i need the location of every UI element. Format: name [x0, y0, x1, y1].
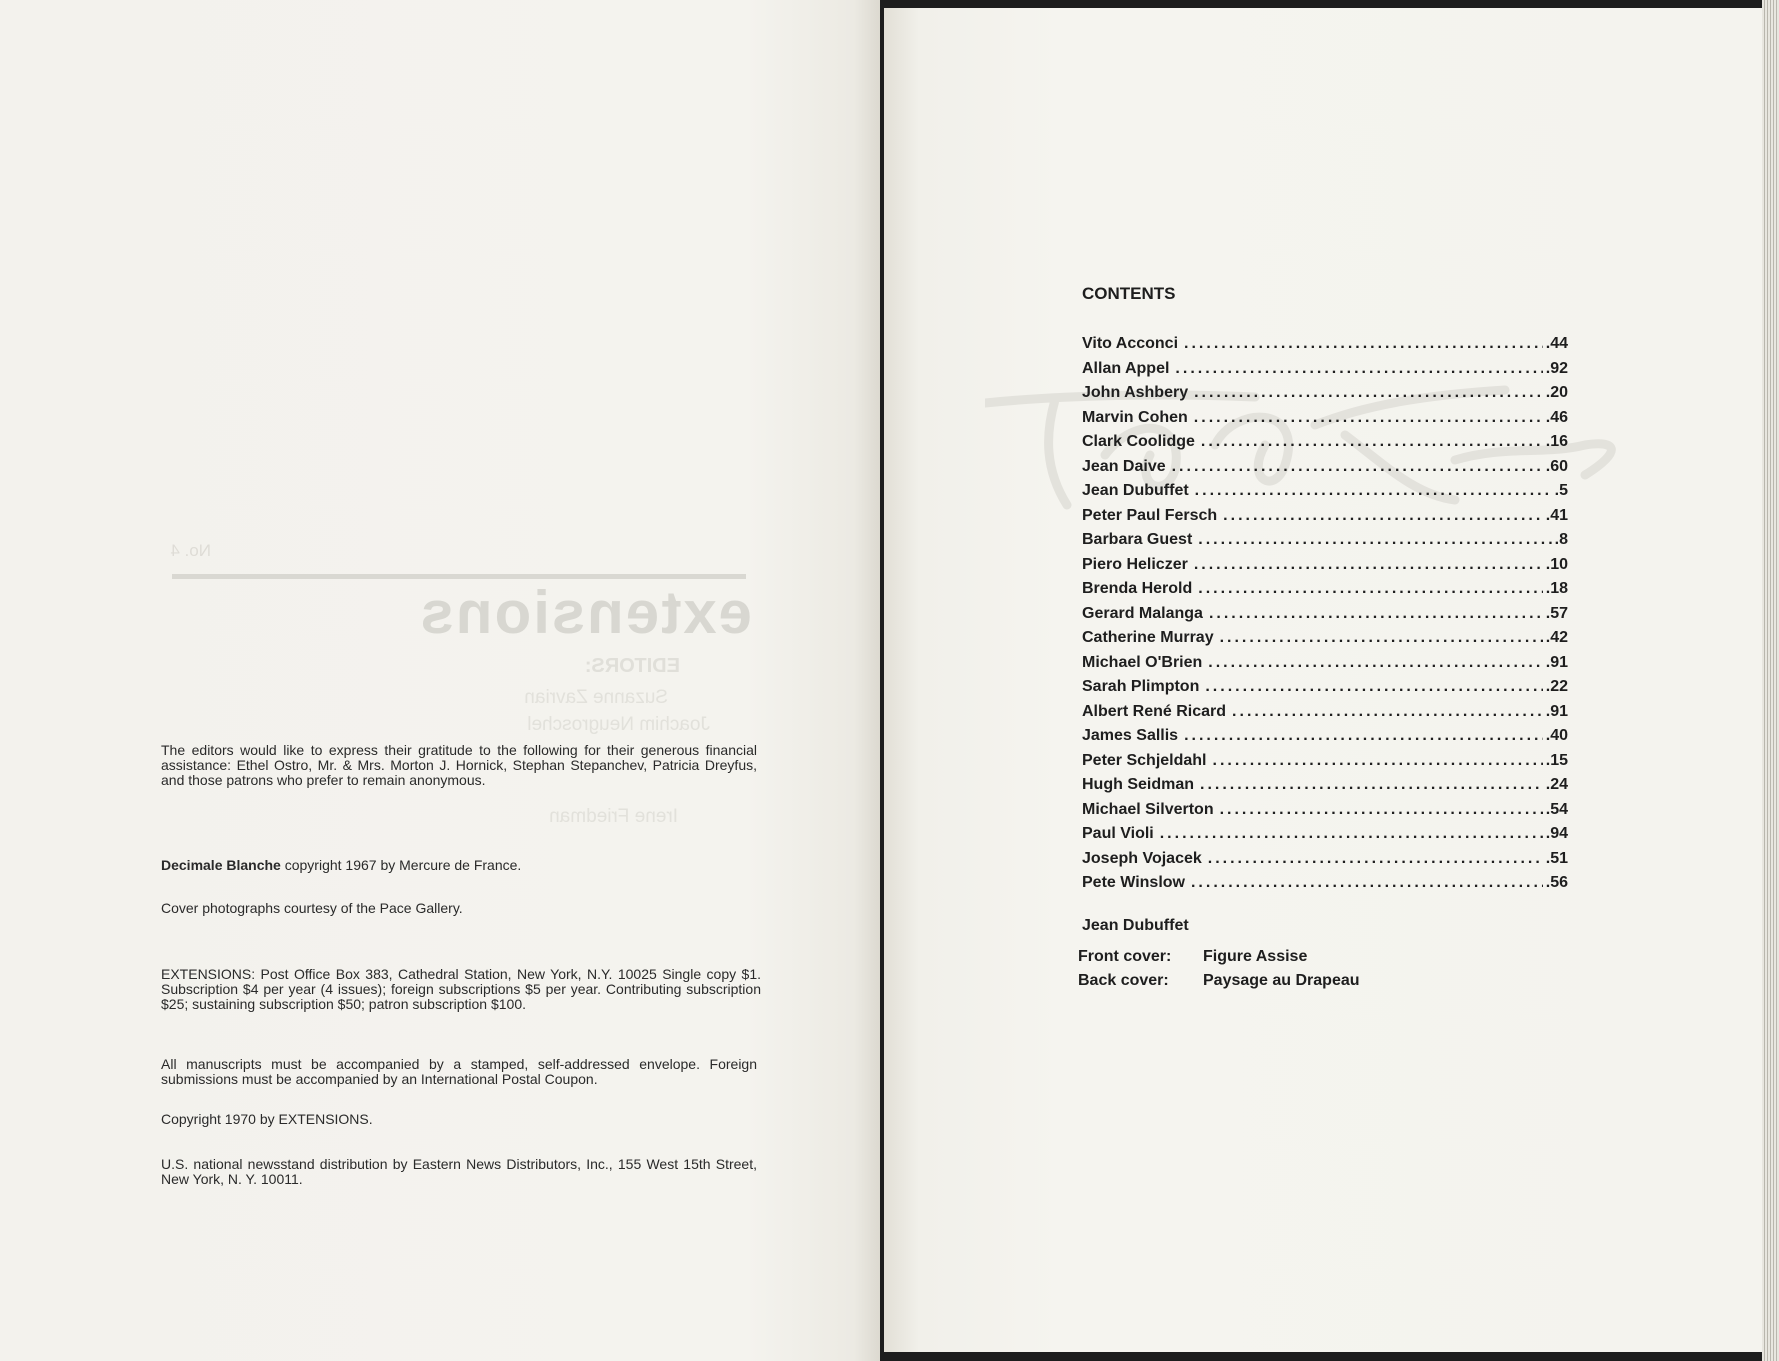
toc-page-number: .56 [1545, 874, 1568, 891]
toc-leader [1175, 360, 1542, 378]
toc-page-number: .46 [1545, 408, 1568, 426]
toc-author: Marvin Cohen [1082, 408, 1188, 426]
toc-author: Brenda Herold [1082, 580, 1193, 597]
toc-row [1082, 360, 1568, 385]
toc-row [1082, 727, 1568, 752]
toc-author: Pete Winslow [1082, 874, 1185, 891]
toc-row [1082, 507, 1568, 532]
toc-row [1082, 629, 1568, 654]
toc-page-number: .8 [1554, 531, 1568, 548]
toc-row [1082, 703, 1568, 728]
address-subscription: EXTENSIONS: Post Office Box 383, Cathedral Station, New York, N.Y. 10025 Single copy $1. Subscription $4 per year (4 issues); foreign subscriptions $5 per year. Contributing subscription $25; sustaining subscription $50; patron subscription $100. [161, 966, 761, 1012]
back-cover-title: Paysage au Drapeau [1203, 972, 1360, 989]
table-of-contents [1082, 335, 1568, 899]
toc-row [1082, 654, 1568, 679]
decimale-copyright [161, 858, 757, 873]
toc-author: Barbara Guest [1082, 531, 1193, 548]
toc-leader [1232, 703, 1543, 721]
toc-row [1082, 433, 1568, 458]
toc-author: Sarah Plimpton [1082, 678, 1200, 695]
toc-row [1082, 531, 1568, 556]
toc-author: Peter Paul Fersch [1082, 506, 1218, 524]
distribution-note: U.S. national newsstand distribution by Eastern News Distributors, Inc., 155 West 15th Street, New York, N. Y. 10011. [161, 1156, 757, 1187]
toc-row [1082, 850, 1568, 875]
toc-author: John Ashbery [1082, 384, 1189, 401]
toc-leader [1220, 629, 1543, 647]
toc-row [1082, 335, 1568, 360]
toc-author: Catherine Murray [1082, 629, 1214, 646]
decimale-copyright-rest: copyright 1967 by Mercure de France. [280, 857, 522, 873]
back-cover-label: Back cover: [1078, 972, 1169, 989]
toc-leader [1208, 654, 1542, 672]
toc-author: Piero Heliczer [1082, 555, 1188, 573]
toc-author: Paul Violi [1082, 825, 1154, 842]
toc-leader [1198, 531, 1551, 549]
toc-row [1082, 580, 1568, 605]
toc-page-number: .15 [1545, 751, 1568, 769]
toc-author: Gerard Malanga [1082, 604, 1203, 622]
toc-author: Albert René Ricard [1082, 702, 1227, 720]
toc-author: Allan Appel [1082, 359, 1170, 377]
toc-leader [1191, 874, 1543, 892]
toc-row [1082, 678, 1568, 703]
toc-page-number: .92 [1545, 359, 1568, 377]
page-edges [1762, 0, 1779, 1361]
toc-row [1082, 874, 1568, 899]
toc-page-number: .91 [1545, 702, 1568, 720]
toc-author: Jean Daive [1082, 457, 1166, 475]
toc-page-number: .54 [1545, 800, 1568, 818]
toc-page-number: .41 [1545, 506, 1568, 524]
toc-leader [1194, 384, 1543, 402]
toc-leader [1198, 580, 1543, 598]
toc-page-number: .24 [1545, 776, 1568, 793]
toc-leader [1205, 678, 1542, 696]
cover-artist: Jean Dubuffet [1082, 917, 1189, 934]
ghost-issue-number: No. 4 [170, 541, 211, 560]
toc-leader [1213, 752, 1543, 770]
toc-leader [1200, 776, 1543, 794]
toc-page-number: .40 [1545, 727, 1568, 744]
toc-page-number: .44 [1545, 335, 1568, 352]
toc-author: Clark Coolidge [1082, 433, 1195, 450]
cover-photo-credit: Cover photographs courtesy of the Pace Gallery. [161, 900, 463, 916]
toc-row [1082, 752, 1568, 777]
toc-leader [1160, 825, 1543, 843]
manuscripts-note: All manuscripts must be accompanied by a stamped, self-addressed envelope. Foreign submissions must be accompanied by an International Postal Coupon. [161, 1056, 757, 1087]
toc-row [1082, 801, 1568, 826]
toc-row [1082, 605, 1568, 630]
toc-page-number: .22 [1545, 678, 1568, 695]
ghost-editors-label: EDITORS: [584, 655, 680, 677]
toc-leader [1195, 482, 1552, 500]
left-page [0, 0, 880, 1361]
toc-page-number: .42 [1545, 629, 1568, 646]
toc-author: Joseph Vojacek [1082, 849, 1202, 867]
toc-row [1082, 384, 1568, 409]
toc-row [1082, 409, 1568, 434]
toc-leader [1209, 605, 1543, 623]
toc-page-number: .16 [1545, 433, 1568, 450]
toc-page-number: .91 [1545, 653, 1568, 671]
toc-page-number: .57 [1545, 604, 1568, 622]
toc-row [1082, 825, 1568, 850]
toc-author: Michael Silverton [1082, 800, 1214, 818]
front-cover-title: Figure Assise [1203, 948, 1308, 965]
toc-author: Jean Dubuffet [1082, 482, 1189, 499]
acknowledgment-text: The editors would like to express their gratitude to the following for their generous financial assistance: Ethel Ostro, Mr. & Mrs. Morton J. Hornick, Stephan Stepanchev, Patricia Dreyfus, and those patrons who prefer to remain anonymous. [161, 742, 757, 788]
toc-leader [1172, 458, 1543, 476]
toc-leader [1184, 335, 1543, 353]
toc-leader [1194, 409, 1543, 427]
toc-author: James Sallis [1082, 727, 1179, 744]
contents-heading: CONTENTS [1082, 284, 1176, 303]
toc-page-number: .10 [1545, 555, 1568, 573]
ghost-editor-name: Joachim Neugroschel [527, 714, 710, 735]
copyright-notice: Copyright 1970 by EXTENSIONS. [161, 1111, 373, 1127]
toc-leader [1223, 507, 1543, 525]
toc-row [1082, 556, 1568, 581]
toc-page-number: .60 [1545, 457, 1568, 475]
toc-leader [1184, 727, 1543, 745]
toc-page-number: .20 [1545, 384, 1568, 401]
front-cover-label: Front cover: [1078, 948, 1172, 965]
ghost-editor-name: Suzanne Zavrian [524, 687, 668, 708]
toc-author: Michael O'Brien [1082, 653, 1203, 671]
toc-page-number: .5 [1554, 482, 1568, 499]
toc-author: Peter Schjeldahl [1082, 751, 1207, 769]
toc-leader [1208, 850, 1543, 868]
decimale-title: Decimale Blanche [161, 857, 281, 873]
toc-row [1082, 482, 1568, 507]
toc-page-number: .18 [1545, 580, 1568, 597]
toc-row [1082, 458, 1568, 483]
ghost-title: extensions [418, 579, 752, 646]
toc-leader [1220, 801, 1543, 819]
toc-page-number: .51 [1545, 849, 1568, 867]
toc-row [1082, 776, 1568, 801]
toc-page-number: .94 [1545, 825, 1568, 842]
toc-author: Hugh Seidman [1082, 776, 1195, 793]
toc-author: Vito Acconci [1082, 335, 1179, 352]
toc-leader [1201, 433, 1543, 451]
toc-leader [1194, 556, 1543, 574]
ghost-editor-name: Irene Friedman [549, 806, 678, 827]
